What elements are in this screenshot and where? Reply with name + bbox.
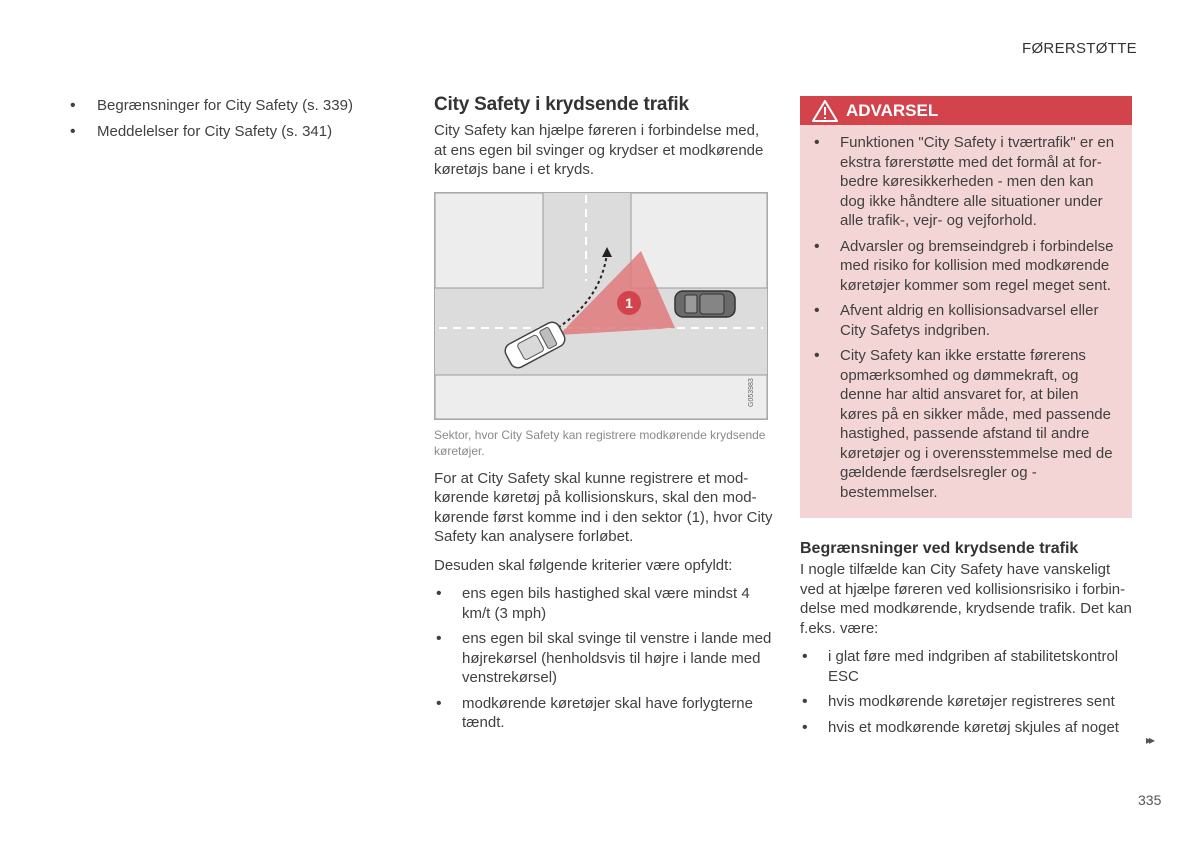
page-number: 335	[1138, 792, 1162, 808]
limitations-intro: I nogle tilfælde kan City Safety have vanskeligt ved at hjælpe føreren ved kollisionsrisiko i forbindelse med modkørende, krydsende trafik. Det kan f.eks. være:	[800, 561, 1132, 637]
warning-list	[800, 125, 1132, 502]
warning-triangle-icon	[812, 100, 838, 122]
section-header: FØRERSTØTTE	[1022, 40, 1137, 57]
list-item: • hvis modkørende køretøjer registreres sent	[800, 692, 1132, 712]
paragraph-criteria-intro: Desuden skal følgende kriterier være opfyldt:	[434, 556, 733, 574]
right-column	[800, 96, 1132, 743]
list-item: • hvis et modkørende køretøj skjules af noget	[800, 718, 1132, 738]
limitations-list	[800, 647, 1132, 737]
oncoming-car-icon	[675, 291, 735, 317]
figure-code: G053983	[748, 377, 755, 407]
criteria-list	[434, 584, 774, 733]
list-item: • ens egen bils hastighed skal være mindst 4 km/t (3 mph)	[434, 584, 774, 623]
list-item: • City Safety kan ikke erstatte førerens opmærksomhed og dømmekraft, og denne har altid ansvaret for, at bilen køres på en sikker måde, med passende hastighed, passende afstand til andre køretøjer og i overensstemmelse med de gældende færdselsregler og -bestemmelser.	[812, 346, 1118, 502]
list-item: • modkørende køretøjer skal have forlygterne tændt.	[434, 694, 774, 733]
warning-box	[800, 96, 1132, 518]
intro-paragraph: City Safety kan hjælpe føreren i forbindelse med, at ens egen bil svinger og krydser et modkørende køretøjs bane i et kryds.	[434, 122, 764, 178]
list-item: • Afvent aldrig en kollisionsadvarsel eller City Safetys indgriben.	[812, 301, 1118, 340]
list-item: • Advarsler og bremseindgreb i forbindelse med risiko for kollision med modkørende køretøjer kommer som regel meget sent.	[812, 237, 1118, 296]
limitations-title: Begrænsninger ved krydsende trafik	[800, 540, 1079, 557]
warning-header	[800, 96, 1132, 125]
list-item: • i glat føre med indgriben af stabilitetskontrol ESC	[800, 647, 1132, 686]
main-column	[434, 94, 774, 739]
intersection-diagram	[434, 192, 768, 420]
intersection-illustration	[435, 193, 767, 419]
paragraph-sector: For at City Safety skal kunne registrere et modkørende køretøj på kollisionskurs, skal den modkørende først komme ind i den sektor (1), hvor City Safety kan analysere forløbet.	[434, 469, 773, 545]
list-item: • ens egen bil skal svinge til venstre i lande med højrekørsel (henholdsvis til højre i lande med venstrekørsel)	[434, 629, 774, 688]
related-link-messages[interactable]: • Meddelelser for City Safety (s. 341)	[68, 122, 388, 142]
callout-number: 1	[625, 294, 633, 311]
figure-caption: Sektor, hvor City Safety kan registrere modkørende krydsende køretøjer.	[434, 427, 766, 458]
list-item: • Funktionen "City Safety i tværtrafik" er en ekstra førerstøtte med det formål at forbedre køresikkerheden - men den kan dog ikke håndtere alle situationer under alle trafik-, vejr- og vejforhold.	[812, 133, 1118, 231]
warning-title: ADVARSEL	[846, 100, 939, 120]
next-page-icon[interactable]: ▸▸	[1146, 733, 1153, 747]
related-link-limitations[interactable]: • Begrænsninger for City Safety (s. 339)	[68, 96, 388, 116]
related-links	[68, 96, 388, 147]
section-title: City Safety i krydsende trafik	[434, 94, 689, 115]
